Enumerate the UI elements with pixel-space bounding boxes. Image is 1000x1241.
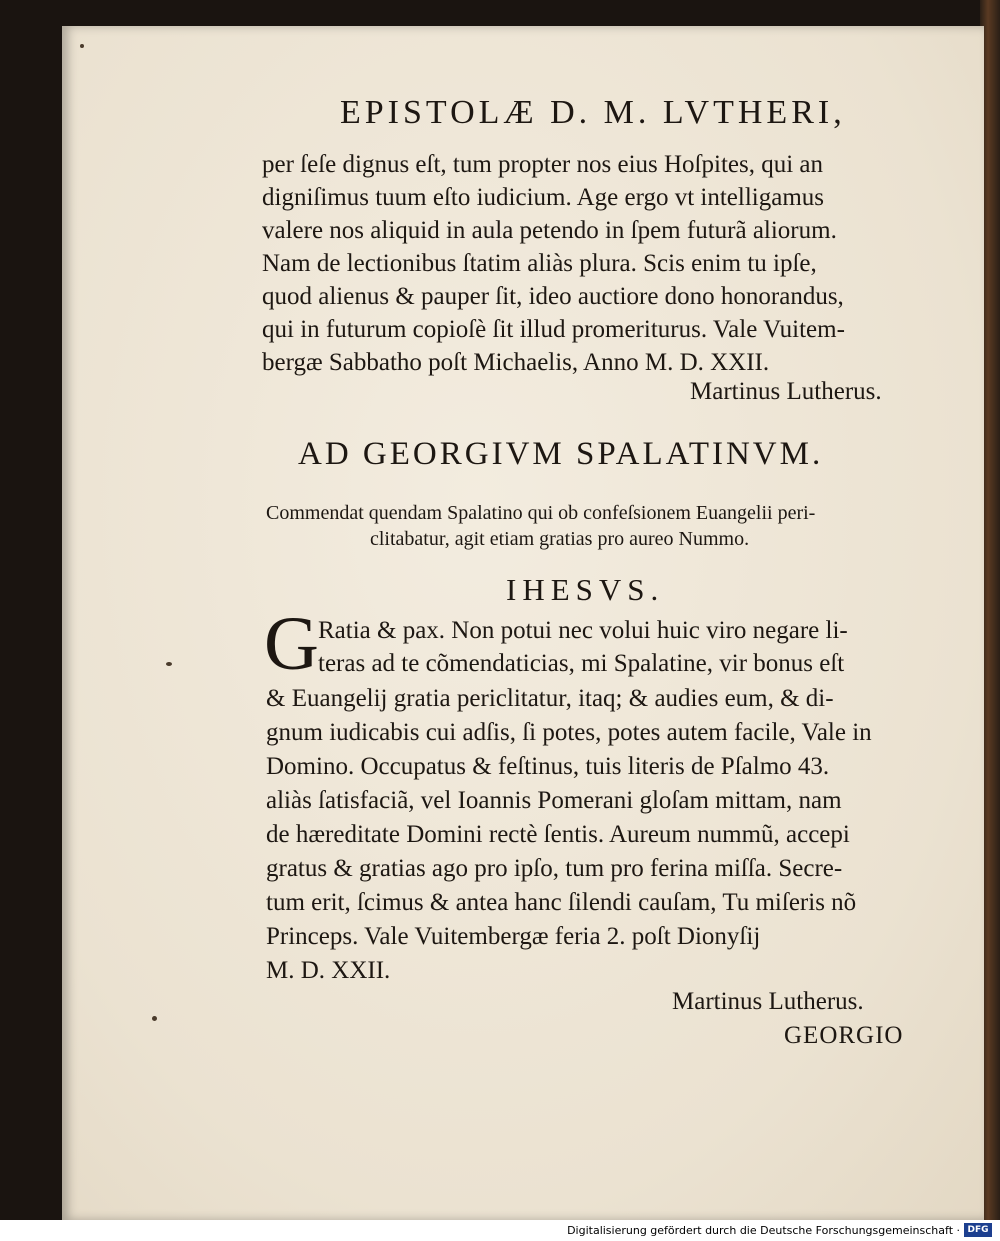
letter-1-line: Nam de lectionibus ſtatim aliàs plura. Scis enim tu ipſe, bbox=[262, 250, 817, 277]
catchword: GEORGIO bbox=[784, 1022, 904, 1049]
argument-line: Commendat quendam Spalatino qui ob confeſsionem Euangelii peri- bbox=[266, 502, 816, 524]
digitization-credit: Digitalisierung gefördert durch die Deutsche Forschungsgemeinschaft · bbox=[567, 1224, 960, 1237]
letter-2-line: gnum iudicabis cui adſis, ſi potes, potes autem facile, Vale in bbox=[266, 719, 872, 746]
paper-speck bbox=[166, 662, 172, 666]
letter-2-line: gratus & gratias ago pro ipſo, tum pro ferina miſſa. Secre- bbox=[266, 855, 843, 882]
letter-2-line: Domino. Occupatus & feſtinus, tuis literis de Pſalmo 43. bbox=[266, 753, 830, 780]
letter-2-line: teras ad te cõmendaticias, mi Spalatine, vir bonus eſt bbox=[318, 650, 845, 677]
running-head: EPISTOLÆ D. M. LVTHERI, bbox=[340, 94, 846, 131]
invocation-heading: IHESVS. bbox=[506, 572, 665, 607]
letter-1-line: valere nos aliquid in aula petendo in ſpem futurã aliorum. bbox=[262, 217, 837, 244]
letter-2-line: Ratia & pax. Non potui nec volui huic viro negare li- bbox=[318, 617, 848, 644]
letter-1-line: quod alienus & pauper ſit, ideo auctiore dono honorandus, bbox=[262, 283, 844, 310]
drop-cap: G bbox=[264, 602, 319, 686]
letter-1-signature: Martinus Lutherus. bbox=[690, 378, 882, 405]
letter-2-line: tum erit, ſcimus & antea hanc ſilendi cauſam, Tu miſeris nõ bbox=[266, 889, 857, 916]
paper-speck bbox=[80, 44, 84, 48]
letter-2-line: Princeps. Vale Vuitembergæ feria 2. poſt Dionyſij bbox=[266, 923, 761, 950]
argument-line: clitabatur, agit etiam gratias pro aureo Nummo. bbox=[370, 528, 750, 550]
letter-2-line: M. D. XXII. bbox=[266, 957, 391, 984]
dfg-logo: DFG bbox=[964, 1223, 992, 1237]
letter-2-line: de hæreditate Domini rectè ſentis. Aureum nummũ, accepi bbox=[266, 821, 850, 848]
letter-2-heading: AD GEORGIVM SPALATINVM. bbox=[298, 436, 824, 472]
letter-1-line: qui in futurum copioſè ſit illud promeriturus. Vale Vuitem- bbox=[262, 316, 845, 343]
letter-1-line: bergæ Sabbatho poſt Michaelis, Anno M. D. XXII. bbox=[262, 349, 770, 376]
letter-2-line: & Euangelij gratia periclitatur, itaq; & audies eum, & di- bbox=[266, 685, 834, 712]
letter-2-line: aliàs ſatisfaciã, vel Ioannis Pomerani gloſam mittam, nam bbox=[266, 787, 842, 814]
letter-1-line: per ſeſe dignus eſt, tum propter nos eius Hoſpites, qui an bbox=[262, 151, 824, 178]
letter-1-line: digniſimus tuum eſto iudicium. Age ergo vt intelligamus bbox=[262, 184, 824, 211]
letter-2-signature: Martinus Lutherus. bbox=[672, 988, 864, 1015]
paper-speck bbox=[152, 1016, 157, 1021]
